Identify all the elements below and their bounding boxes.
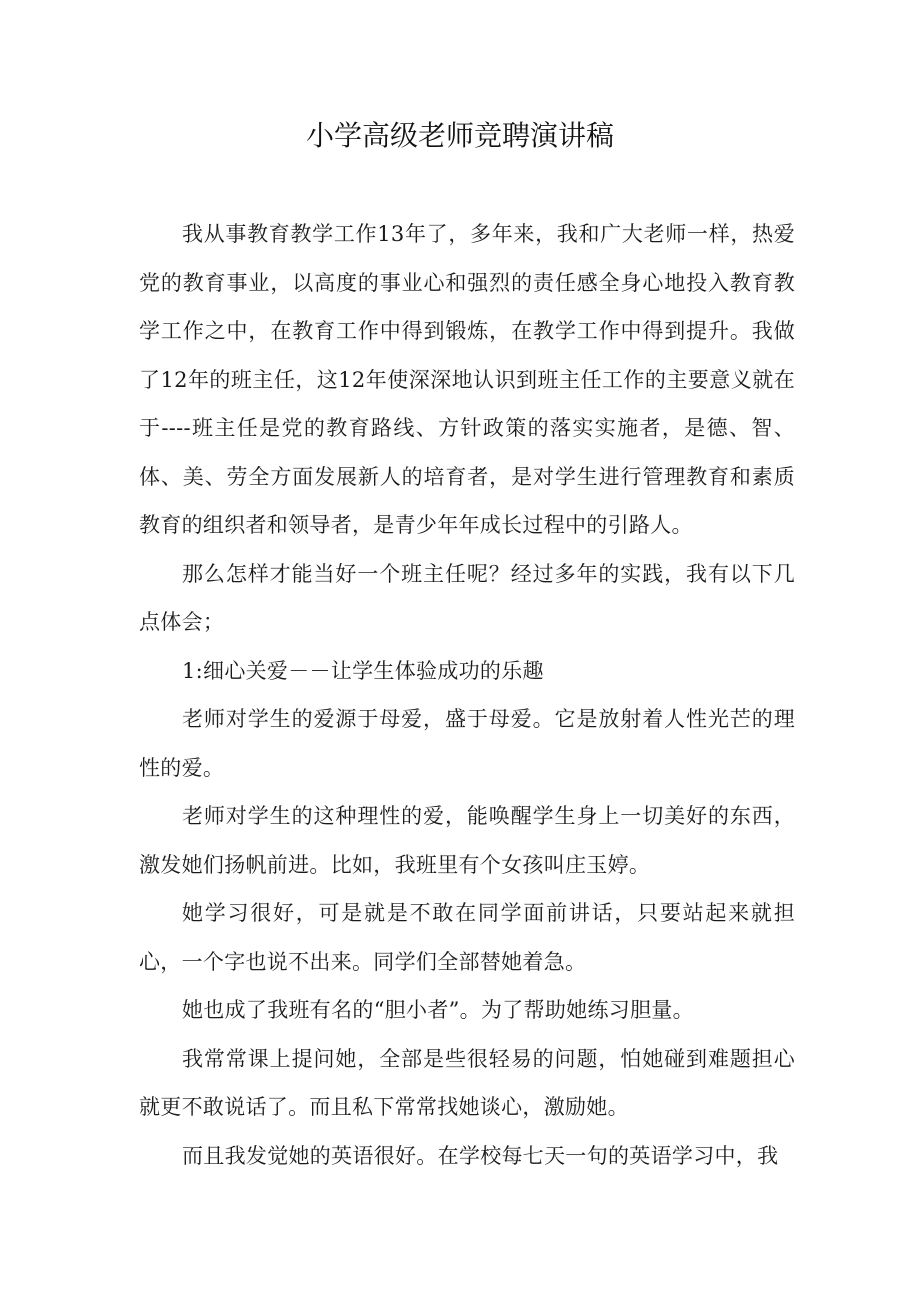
paragraph-shy-student: 她学习很好，可是就是不敢在同学面前讲话，只要站起来就担心，一个字也说不出来。同学们全部替她着急。 — [139, 901, 795, 974]
paragraph-encourage: 我常常课上提问她，全部是些很轻易的问题，怕她碰到难题担心就更不敢说话了。而且私下常常找她谈心，激励她。 — [139, 1046, 795, 1119]
paragraph-timid: 她也成了我班有名的“胆小者”。为了帮助她练习胆量。 — [182, 998, 694, 1022]
paragraph-love: 老师对学生的爱源于母爱，盛于母爱。它是放射着人性光芒的理性的爱。 — [139, 707, 795, 780]
paragraph-rational-love: 老师对学生的这种理性的爱，能唤醒学生身上一切美好的东西，激发她们扬帆前进。比如，我班里有个女孩叫庄玉婷。 — [139, 804, 795, 877]
paragraph-english: 而且我发觉她的英语很好。在学校每七天一句的英语学习中，我 — [182, 1143, 779, 1168]
document-body — [139, 210, 795, 1180]
paragraph-question: 那么怎样才能当好一个班主任呢？经过多年的实践，我有以下几点体会； — [139, 561, 795, 634]
section-heading: 1:细心关爱－－让学生体验成功的乐趣 — [182, 658, 544, 683]
document-title: 小学高级老师竞聘演讲稿 — [305, 119, 614, 152]
paragraph-intro: 我从事教育教学工作13年了，多年来，我和广大老师一样，热爱党的教育事业，以高度的事业心和强烈的责任感全身心地投入教育教学工作之中，在教育工作中得到锻炼，在教学工作中得到提升。我做了12年的班主任，这12年使深深地认识到班主任工作的主要意义就在于----班主任是党的教育路线、方针政策的落实实施者，是德、智、体、美、劳全方面发展新人的培育者，是对学生进行管理教育和素质教育的组织者和领导者，是青少年年成长过程中的引路人。 — [139, 222, 795, 537]
